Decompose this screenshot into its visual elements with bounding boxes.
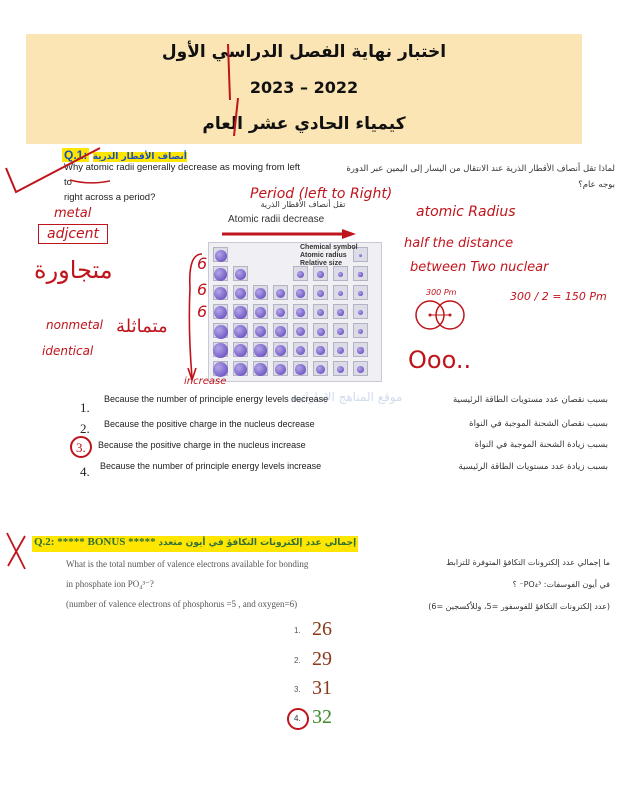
annotation-atomic-radius: atomic Radius <box>416 204 516 220</box>
atom-sphere <box>296 308 305 317</box>
atom-sphere <box>317 271 324 278</box>
q2-answer-3-value[interactable]: 31 <box>312 677 332 699</box>
arrow-right-icon <box>220 228 360 240</box>
exam-year: 2023 – 2022 <box>249 78 359 97</box>
atom-sphere <box>234 306 246 318</box>
atom-sphere <box>213 362 228 377</box>
annotation-adjcent: adjcent <box>38 224 108 244</box>
exam-title: اختبار نهاية الفصل الدراسي الأول <box>161 42 447 62</box>
q2-answer-1-value[interactable]: 26 <box>312 618 332 640</box>
atom-sphere <box>317 328 325 336</box>
q1-option-1-en[interactable]: Because the number of principle energy levels decrease <box>104 394 329 404</box>
atom-sphere <box>254 344 266 356</box>
atom-sphere <box>358 272 362 276</box>
q1-option-3-ar[interactable]: بسبب زيادة الشحنة الموجبة في النواة <box>474 440 608 450</box>
q1-option-4-en[interactable]: Because the number of principle energy levels increase <box>100 461 322 471</box>
atom-sphere <box>255 288 266 299</box>
q1-option-2-en[interactable]: Because the positive charge in the nucleus decrease <box>104 419 315 429</box>
atom-sphere <box>214 268 227 281</box>
q1-option-3-en[interactable]: Because the positive charge in the nucleus increase <box>98 440 306 450</box>
exam-header <box>26 34 582 144</box>
annotation-half-distance: half the distance <box>404 236 514 251</box>
annotation-between: between Two nuclear <box>410 260 549 275</box>
annotation-identical: identical <box>42 344 94 358</box>
annotation-period: Period (left to Right) <box>250 186 393 202</box>
q1-option-1-ar[interactable]: بسبب نقصان عدد مستويات الطاقة الرئيسية <box>452 395 608 405</box>
annotation-nonmetal: nonmetal <box>46 318 104 332</box>
exam-subject: كيمياء الحادي عشر العام <box>202 114 406 134</box>
level-mark-3: 6 <box>197 302 208 321</box>
q1-option-4-num: 4. <box>80 464 90 479</box>
atom-sphere <box>357 347 363 353</box>
level-mark-2: 6 <box>197 280 208 299</box>
q1-option-2-num: 2. <box>80 421 90 436</box>
q2-answer-2-num: 2. <box>294 656 301 665</box>
watermark: موقع المناهج الإماراتية <box>292 390 403 404</box>
q2-label: Q.2: ***** BONUS ***** إجمالي عدد إلكترونات التكافؤ في أيون متعدد <box>32 536 358 552</box>
q1-option-3-num: 3. <box>76 440 86 455</box>
annotation-increase: increase <box>184 376 227 387</box>
q2-answer-1-num: 1. <box>294 626 301 635</box>
atom-sphere <box>337 328 344 335</box>
q2-answer-2-value[interactable]: 29 <box>312 648 332 670</box>
q1-label: Q.1: أنصاف الأقطار الذرية <box>64 148 187 162</box>
check-mark-icon <box>0 140 110 210</box>
figure-title-en: Atomic radii decrease <box>228 214 325 225</box>
q1-option-1-num: 1. <box>80 400 90 415</box>
atom-sphere <box>316 365 325 374</box>
atom-sphere <box>358 291 363 296</box>
q1-option-4-ar[interactable]: بسبب زيادة عدد مستويات الطاقة الرئيسية <box>458 462 608 472</box>
header-pen-mark <box>216 40 256 140</box>
atom-sphere <box>214 287 227 300</box>
q1-option-2-ar[interactable]: بسبب نقصان الشحنة الموجبة في النواة <box>469 419 608 429</box>
atom-sphere <box>215 250 227 262</box>
q2-answer-4-value[interactable]: 32 <box>312 706 332 728</box>
annotation-pm-calc: 300 / 2 = 150 Pm <box>510 290 607 303</box>
atom-sphere <box>357 366 364 373</box>
figure-title-ar: تقل أنصاف الأقطار الذرية <box>260 200 346 209</box>
atom-sphere <box>234 325 247 338</box>
atom-sphere <box>316 346 325 355</box>
atom-sphere <box>317 290 324 297</box>
annotation-metal: metal <box>54 206 92 221</box>
annotation-dots: Ooo.. <box>408 346 472 374</box>
atom-sphere <box>254 363 267 376</box>
q1-question-ar: لماذا تقل أنصاف الأقطار الذرية عند الانتقال من اليسار إلى اليمين عبر الدورة بوجه عام؟ <box>346 164 615 190</box>
two-nuclei-icon <box>412 296 468 334</box>
atom-sphere <box>275 345 286 356</box>
annotation-mutamathila: متماثلة <box>116 316 168 337</box>
figure-legend: Chemical symbol Atomic radius Relative size <box>300 244 358 267</box>
atom-sphere <box>358 310 363 315</box>
q2-question-ar: ما إجمالي عدد إلكترونات التكافؤ المتوفرة للترابط في أيون الفوسفات: PO₄³⁻ ؟ (عدد إلكترونات التكافؤ للفوسفور =5، وللأكسجين =6) <box>428 558 610 611</box>
atom-sphere <box>295 364 305 374</box>
q2-answer-3-num: 3. <box>294 685 301 694</box>
atom-sphere <box>213 343 228 358</box>
atom-sphere <box>214 325 228 339</box>
annotation-mutajawira: متجاورة <box>34 256 113 284</box>
atom-sphere <box>296 289 304 297</box>
annotation-pm-label: 300 Pm <box>426 288 457 297</box>
cross-mark-icon <box>4 530 28 572</box>
q1-question-en: Why atomic radii generally decrease as moving from left to right across a period? <box>64 162 301 203</box>
level-mark-1: 6 <box>197 254 208 273</box>
q2-question-en: What is the total number of valence electrons available for bonding in phosphate ion PO₄³⁻? (number of valence electrons of phosphorus =5 , and oxygen=6) <box>66 559 309 609</box>
q2-answer-4-num: 4. <box>294 714 301 723</box>
atom-sphere <box>275 326 285 336</box>
atom-sphere <box>337 309 343 315</box>
atom-sphere <box>255 307 266 318</box>
